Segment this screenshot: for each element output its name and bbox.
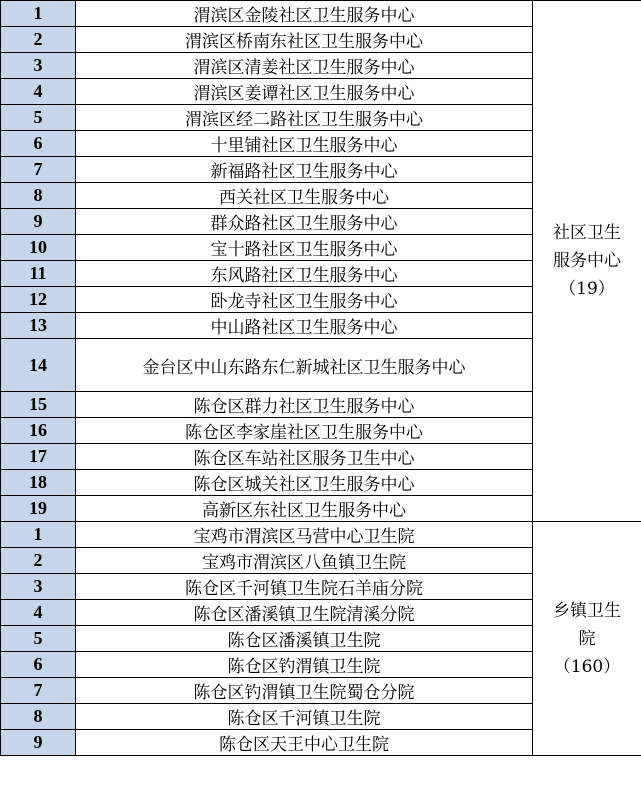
facility-name-cell: 陈仓区天王中心卫生院 <box>76 730 533 756</box>
row-number-cell: 19 <box>1 496 76 522</box>
row-number-cell: 2 <box>1 27 76 53</box>
facility-name-cell: 陈仓区潘溪镇卫生院清溪分院 <box>76 600 533 626</box>
facility-name-cell: 卧龙寺社区卫生服务中心 <box>76 287 533 313</box>
row-number-cell: 10 <box>1 235 76 261</box>
facility-name-cell: 陈仓区群力社区卫生服务中心 <box>76 392 533 418</box>
row-number-cell: 3 <box>1 53 76 79</box>
facility-name-cell: 中山路社区卫生服务中心 <box>76 313 533 339</box>
facility-name-cell: 陈仓区潘溪镇卫生院 <box>76 626 533 652</box>
row-number-cell: 9 <box>1 730 76 756</box>
facility-table-body <box>1 1 641 756</box>
facility-name-cell: 东风路社区卫生服务中心 <box>76 261 533 287</box>
table-row <box>1 1 641 27</box>
facility-name-cell: 渭滨区姜谭社区卫生服务中心 <box>76 79 533 105</box>
facility-name-cell: 陈仓区钓渭镇卫生院 <box>76 652 533 678</box>
row-number-cell: 12 <box>1 287 76 313</box>
row-number-cell: 4 <box>1 79 76 105</box>
row-number-cell: 5 <box>1 626 76 652</box>
table-row <box>1 522 641 548</box>
row-number-cell: 7 <box>1 678 76 704</box>
row-number-cell: 14 <box>1 339 76 392</box>
facility-name-cell: 宝鸡市渭滨区八鱼镇卫生院 <box>76 548 533 574</box>
row-number-cell: 6 <box>1 131 76 157</box>
facility-name-cell: 陈仓区李家崖社区卫生服务中心 <box>76 418 533 444</box>
row-number-cell: 16 <box>1 418 76 444</box>
row-number-cell: 13 <box>1 313 76 339</box>
facility-name-cell: 渭滨区经二路社区卫生服务中心 <box>76 105 533 131</box>
category-label: 社区卫生 <box>553 223 621 243</box>
facility-name-cell: 西关社区卫生服务中心 <box>76 183 533 209</box>
row-number-cell: 9 <box>1 209 76 235</box>
facility-name-cell: 群众路社区卫生服务中心 <box>76 209 533 235</box>
category-cell <box>533 522 641 756</box>
facility-name-cell: 新福路社区卫生服务中心 <box>76 157 533 183</box>
row-number-cell: 18 <box>1 470 76 496</box>
row-number-cell: 8 <box>1 183 76 209</box>
facility-name-cell: 陈仓区城关社区卫生服务中心 <box>76 470 533 496</box>
facility-name-cell: 陈仓区钓渭镇卫生院蜀仓分院 <box>76 678 533 704</box>
row-number-cell: 4 <box>1 600 76 626</box>
row-number-cell: 11 <box>1 261 76 287</box>
facility-name-cell: 渭滨区金陵社区卫生服务中心 <box>76 1 533 27</box>
facility-name-cell: 十里铺社区卫生服务中心 <box>76 131 533 157</box>
facility-name-cell: 高新区东社区卫生服务中心 <box>76 496 533 522</box>
row-number-cell: 1 <box>1 1 76 27</box>
row-number-cell: 1 <box>1 522 76 548</box>
row-number-cell: 5 <box>1 105 76 131</box>
row-number-cell: 15 <box>1 392 76 418</box>
category-label: 乡镇卫生 <box>553 600 621 621</box>
category-cell <box>533 1 641 522</box>
row-number-cell: 2 <box>1 548 76 574</box>
facility-name-cell: 宝十路社区卫生服务中心 <box>76 235 533 261</box>
facility-name-cell: 渭滨区清姜社区卫生服务中心 <box>76 53 533 79</box>
row-number-cell: 8 <box>1 704 76 730</box>
row-number-cell: 6 <box>1 652 76 678</box>
category-label: 服务中心 <box>553 251 621 271</box>
facility-name-cell: 渭滨区桥南东社区卫生服务中心 <box>76 27 533 53</box>
row-number-cell: 7 <box>1 157 76 183</box>
row-number-cell: 3 <box>1 574 76 600</box>
category-count: （160） <box>553 656 621 677</box>
facility-name-cell: 宝鸡市渭滨区马营中心卫生院 <box>76 522 533 548</box>
category-label: 院 <box>578 628 596 649</box>
facility-name-cell: 金台区中山东路东仁新城社区卫生服务中心 <box>76 339 533 392</box>
facility-name-cell: 陈仓区车站社区服务卫生中心 <box>76 444 533 470</box>
category-count: （19） <box>559 279 615 299</box>
facility-name-cell: 陈仓区千河镇卫生院石羊庙分院 <box>76 574 533 600</box>
row-number-cell: 17 <box>1 444 76 470</box>
facility-name-cell: 陈仓区千河镇卫生院 <box>76 704 533 730</box>
